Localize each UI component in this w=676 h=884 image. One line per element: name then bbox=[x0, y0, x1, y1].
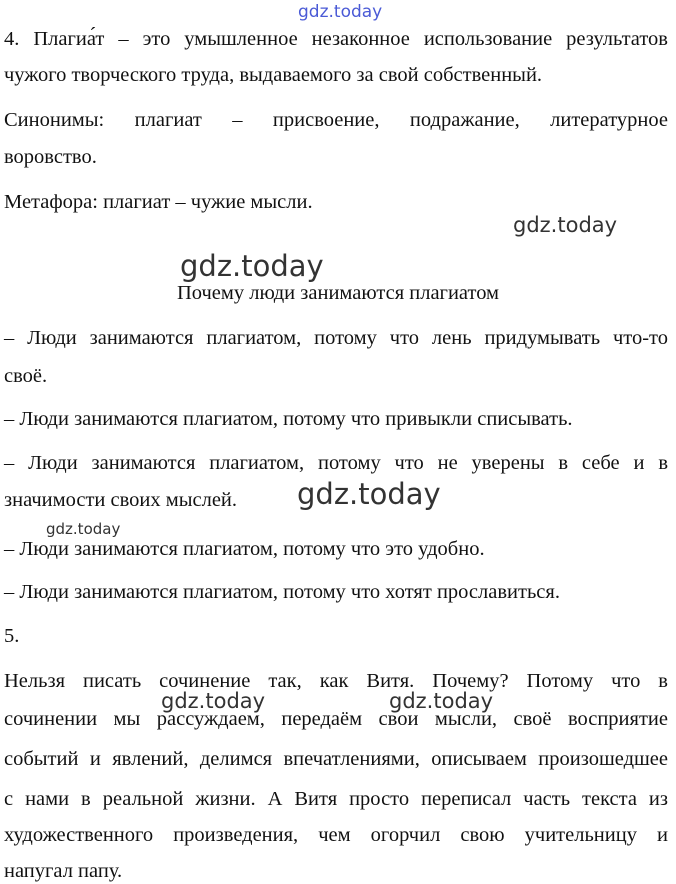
synonyms-line1: Синонимы: плагиат – присвоение, подражание, литературное bbox=[4, 109, 668, 131]
task5-paragraph-line4: с нами в реальной жизни. А Витя просто переписал часть текста из bbox=[4, 788, 668, 810]
reason-3-line1: – Люди занимаются плагиатом, потому что не уверены в себе и в bbox=[4, 452, 668, 474]
reason-1-line1: – Люди занимаются плагиатом, потому что лень придумывать что-то bbox=[4, 327, 668, 349]
watermark-1: gdz.today bbox=[513, 213, 618, 237]
watermark-top: gdz.today bbox=[298, 2, 383, 22]
reason-2: – Люди занимаются плагиатом, потому что привыкли списывать. bbox=[4, 408, 573, 430]
watermark-5: gdz.today bbox=[161, 689, 266, 713]
task5-paragraph-line6: напугал папу. bbox=[4, 860, 123, 882]
reason-1-line2: своё. bbox=[4, 365, 48, 387]
watermark-2: gdz.today bbox=[180, 249, 324, 283]
task5-paragraph-line5: художественного произведения, чем огорчил свою учительницу и bbox=[4, 824, 668, 846]
watermark-6: gdz.today bbox=[389, 689, 494, 713]
task5-paragraph-line1: Нельзя писать сочинение так, как Витя. Почему? Потому что в bbox=[4, 670, 668, 692]
metaphor-line: Метафора: плагиат – чужие мысли. bbox=[4, 191, 313, 213]
synonyms-line2: воровство. bbox=[4, 146, 97, 168]
reason-5: – Люди занимаются плагиатом, потому что хотят прославиться. bbox=[4, 581, 560, 603]
task4-definition-line1: 4. Плагиа́т – это умышленное незаконное использование результатов bbox=[4, 28, 668, 50]
watermark-4: gdz.today bbox=[46, 520, 121, 538]
task4-definition-line2: чужого творческого труда, выдаваемого за свой собственный. bbox=[4, 64, 543, 86]
watermark-3: gdz.today bbox=[297, 477, 441, 511]
reason-3-line2: значимости своих мыслей. bbox=[4, 489, 238, 511]
task5-paragraph-line2: сочинении мы рассуждаем, передаём свои мысли, своё восприятие bbox=[4, 708, 668, 730]
reason-4: – Люди занимаются плагиатом, потому что это удобно. bbox=[4, 538, 485, 560]
section-heading: Почему люди занимаются плагиатом bbox=[176, 282, 500, 304]
task5-paragraph-line3: событий и явлений, делимся впечатлениями, описываем произошедшее bbox=[4, 748, 668, 770]
task5-number: 5. bbox=[4, 625, 20, 647]
